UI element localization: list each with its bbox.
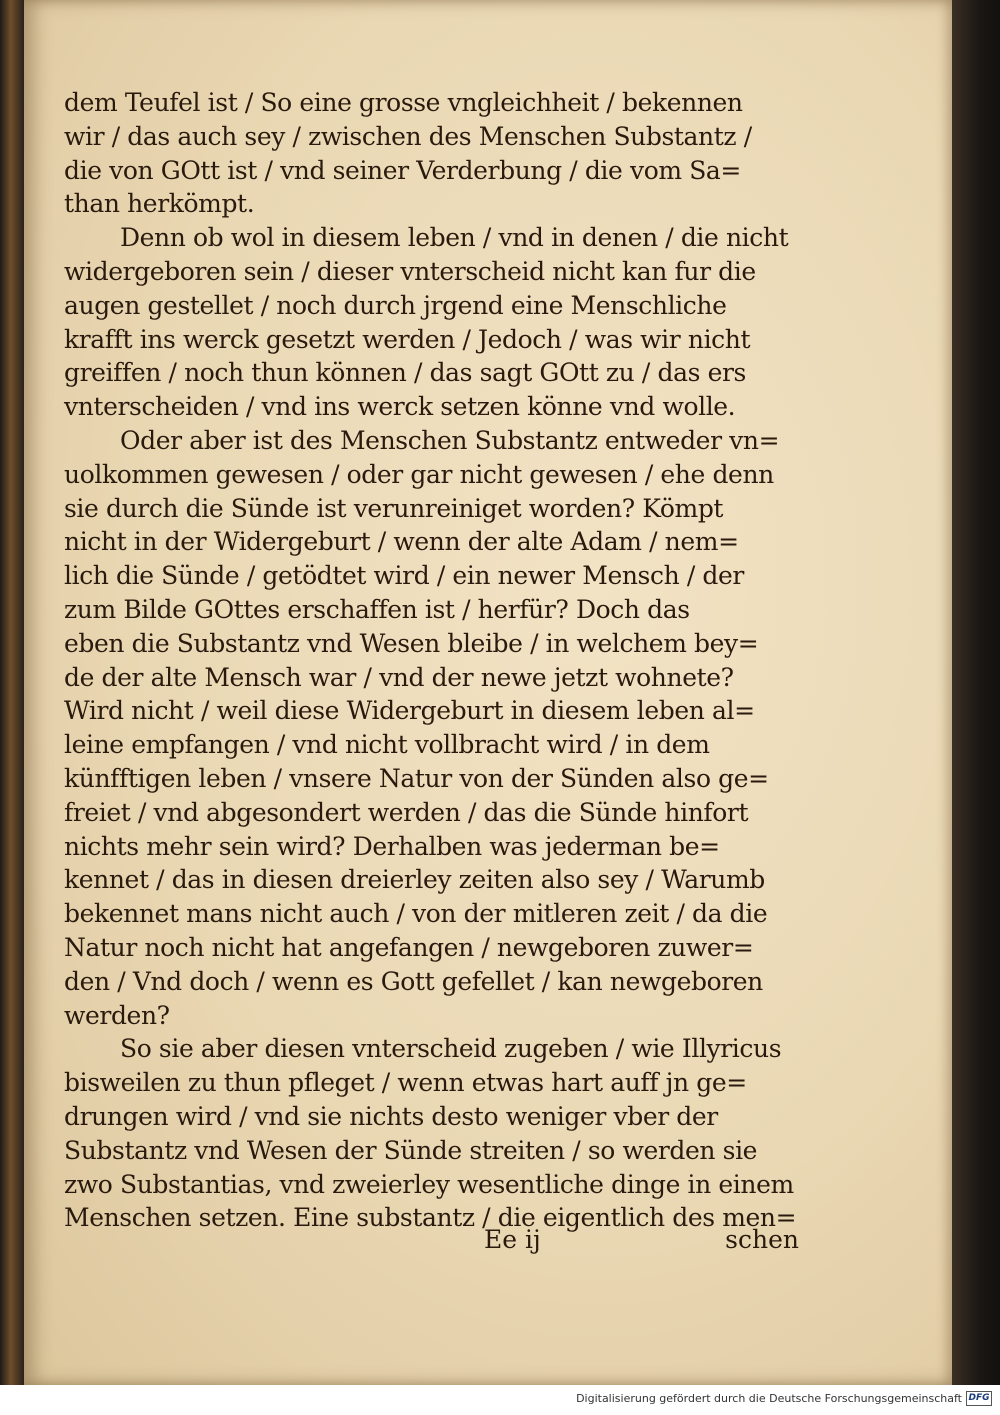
text-line: Oder aber ist des Menschen Substantz entweder vn= (120, 425, 780, 455)
text-line: greiffen / noch thun können / das sagt GOtt zu / das ers (64, 358, 746, 388)
text-line: widergeboren sein / dieser vnterscheid nicht kan fur die (64, 256, 756, 286)
text-line: Denn ob wol in diesem leben / vnd in denen / die nicht (120, 223, 789, 253)
text-line: künfftigen leben / vnsere Natur von der Sünden also ge= (64, 763, 769, 793)
text-line: zum Bilde GOttes erschaffen ist / herfür? Doch das (64, 594, 690, 624)
text-line: nicht in der Widergeburt / wenn der alte Adam / nem= (64, 527, 739, 557)
text-line: lich die Sünde / getödtet wird / ein newer Mensch / der (64, 561, 744, 591)
text-line: zwo Substantias, vnd zweierley wesentliche dinge in einem (64, 1169, 794, 1199)
text-line: drungen wird / vnd sie nichts desto weniger vber der (64, 1101, 718, 1131)
text-line: dem Teufel ist / So eine grosse vngleichheit / bekennen (64, 88, 743, 117)
text-line: krafft ins werck gesetzt werden / Jedoch / was wir nicht (64, 324, 751, 354)
dfg-logo: DFG (966, 1391, 992, 1406)
text-line: eben die Substantz vnd Wesen bleibe / in welchem bey= (64, 628, 759, 658)
catchword: schen (725, 1225, 799, 1254)
text-line: kennet / das in diesen dreierley zeiten also sey / Warumb (64, 865, 765, 895)
text-line: bisweilen zu thun pfleget / wenn etwas hart auff jn ge= (64, 1068, 747, 1098)
page-edge (952, 0, 1000, 1385)
book-spine (0, 0, 24, 1385)
text-line: Substantz vnd Wesen der Sünde streiten / so werden sie (64, 1135, 758, 1165)
text-line: bekennet mans nicht auch / von der mitleren zeit / da die (64, 899, 768, 929)
body-text (64, 86, 839, 1235)
text-line: den / Vnd doch / wenn es Gott gefellet / kan newgeboren (64, 966, 763, 996)
text-line: vnterscheiden / vnd ins werck setzen könne vnd wolle. (64, 392, 736, 422)
text-line: Menschen setzen. Eine substantz / die eigentlich des men= (64, 1203, 797, 1233)
text-line: de der alte Mensch war / vnd der newe jetzt wohnete? (64, 662, 734, 692)
text-line: augen gestellet / noch durch jrgend eine Menschliche (64, 290, 727, 320)
text-line: Natur noch nicht hat angefangen / newgeboren zuwer= (64, 932, 754, 962)
text-line: werden? (64, 1000, 170, 1030)
text-line: uolkommen gewesen / oder gar nicht gewesen / ehe denn (64, 459, 774, 489)
text-line: die von GOtt ist / vnd seiner Verderbung / die vom Sa= (64, 155, 741, 185)
text-line: Wird nicht / weil diese Widergeburt in diesem leben al= (64, 696, 755, 726)
text-line: leine empfangen / vnd nicht vollbracht wird / in dem (64, 730, 710, 760)
funding-credit: Digitalisierung gefördert durch die Deutsche Forschungsgemeinschaft (576, 1392, 962, 1405)
viewer-footer (0, 1385, 1000, 1415)
text-line: wir / das auch sey / zwischen des Menschen Substantz / (64, 121, 752, 151)
text-line: freiet / vnd abgesondert werden / das die Sünde hinfort (64, 797, 749, 827)
text-line: sie durch die Sünde ist verunreiniget worden? Kömpt (64, 493, 724, 523)
text-line: than herkömpt. (64, 189, 255, 219)
text-line: nichts mehr sein wird? Derhalben was jederman be= (64, 831, 720, 861)
text-line: So sie aber diesen vnterscheid zugeben / wie Illyricus (120, 1034, 782, 1064)
signature-mark: Ee ij (484, 1225, 541, 1254)
page-foot (64, 1222, 839, 1258)
